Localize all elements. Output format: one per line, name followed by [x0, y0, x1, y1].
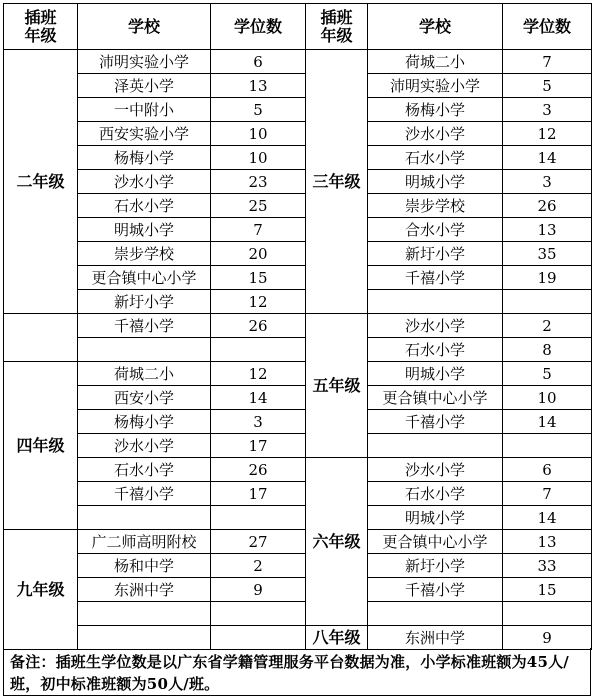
- table-row: [4, 578, 592, 602]
- seats-cell: 13: [503, 218, 592, 242]
- seats-cell: [211, 506, 306, 530]
- school-cell: 石水小学: [368, 146, 503, 170]
- seats-cell: [503, 290, 592, 314]
- school-cell: 泽英小学: [78, 74, 211, 98]
- school-cell: 沛明实验小学: [368, 74, 503, 98]
- table-row: [4, 50, 592, 74]
- table-row: [4, 626, 592, 650]
- header-grade-left: [4, 4, 78, 50]
- seats-cell: 2: [211, 554, 306, 578]
- school-cell: 沛明实验小学: [78, 50, 211, 74]
- seats-cell: 13: [211, 74, 306, 98]
- header-seats-left: 学位数: [211, 4, 306, 50]
- seats-cell: 10: [503, 386, 592, 410]
- seats-cell: 17: [211, 482, 306, 506]
- school-cell: 明城小学: [368, 170, 503, 194]
- school-cell: 沙水小学: [78, 170, 211, 194]
- seats-cell: [211, 626, 306, 650]
- seats-cell: 10: [211, 122, 306, 146]
- header-school-left: 学校: [78, 4, 211, 50]
- seats-cell: 33: [503, 554, 592, 578]
- school-cell: 合水小学: [368, 218, 503, 242]
- header-school-right: 学校: [368, 4, 503, 50]
- seats-cell: 15: [503, 578, 592, 602]
- seats-cell: 23: [211, 170, 306, 194]
- seats-cell: 5: [503, 362, 592, 386]
- table-row: [4, 242, 592, 266]
- seats-cell: 15: [211, 266, 306, 290]
- grade-cell-left-empty: [4, 314, 78, 362]
- table-row: [4, 410, 592, 434]
- seats-cell: 14: [503, 506, 592, 530]
- school-cell: 千禧小学: [368, 578, 503, 602]
- school-cell: 千禧小学: [368, 410, 503, 434]
- header-grade-right-text: 插班 年级: [320, 7, 353, 45]
- table-row: [4, 386, 592, 410]
- school-cell: 更合镇中心小学: [78, 266, 211, 290]
- school-cell: [368, 602, 503, 626]
- seats-cell: 17: [211, 434, 306, 458]
- school-cell: 明城小学: [78, 218, 211, 242]
- seats-cell: 27: [211, 530, 306, 554]
- table-row: [4, 170, 592, 194]
- school-cell: 千禧小学: [368, 266, 503, 290]
- table-row: [4, 122, 592, 146]
- seats-cell: 8: [503, 338, 592, 362]
- seats-cell: 25: [211, 194, 306, 218]
- school-cell: 沙水小学: [368, 458, 503, 482]
- seats-cell: 3: [211, 410, 306, 434]
- school-cell: [78, 338, 211, 362]
- header-grade-left-text: 插班 年级: [24, 7, 57, 45]
- school-cell: 杨和中学: [78, 554, 211, 578]
- school-cell: 广二师高明附校: [78, 530, 211, 554]
- seats-cell: 14: [211, 386, 306, 410]
- table-row: [4, 554, 592, 578]
- school-cell: 石水小学: [78, 194, 211, 218]
- seats-cell: [211, 602, 306, 626]
- seats-cell: 26: [211, 314, 306, 338]
- table-row: [4, 290, 592, 314]
- table-row: [4, 218, 592, 242]
- school-cell: 新圩小学: [368, 242, 503, 266]
- school-cell: 千禧小学: [78, 314, 211, 338]
- school-cell: 杨梅小学: [78, 146, 211, 170]
- school-cell: 更合镇中心小学: [368, 530, 503, 554]
- grade-cell-left: 四年级: [4, 362, 78, 530]
- table-row: [4, 266, 592, 290]
- school-cell: 崇步学校: [368, 194, 503, 218]
- table-row: [4, 98, 592, 122]
- grade-cell-right: 六年级: [306, 458, 368, 626]
- school-cell: 杨梅小学: [78, 410, 211, 434]
- school-cell: 新圩小学: [78, 290, 211, 314]
- header-row: [4, 4, 592, 50]
- seats-cell: 12: [211, 290, 306, 314]
- header-seats-right: 学位数: [503, 4, 592, 50]
- school-cell: 新圩小学: [368, 554, 503, 578]
- seats-cell: 3: [503, 98, 592, 122]
- seats-cell: 26: [211, 458, 306, 482]
- table-row: [4, 146, 592, 170]
- table-row: [4, 530, 592, 554]
- footnote: 备注：插班生学位数是以广东省学籍管理服务平台数据为准，小学标准班额为45人/班，初中标准班额为50人/班。: [3, 648, 591, 696]
- school-cell: 更合镇中心小学: [368, 386, 503, 410]
- seats-cell: 10: [211, 146, 306, 170]
- seats-cell: 7: [503, 50, 592, 74]
- seats-cell: 12: [211, 362, 306, 386]
- seats-cell: 6: [503, 458, 592, 482]
- school-cell: 荷城二小: [78, 362, 211, 386]
- table-row: [4, 434, 592, 458]
- grade-cell-right: 五年级: [306, 314, 368, 458]
- seats-cell: [503, 434, 592, 458]
- grade-cell-left: 二年级: [4, 50, 78, 314]
- seats-cell: 7: [211, 218, 306, 242]
- seats-cell: 9: [211, 578, 306, 602]
- grade-cell-left: 九年级: [4, 530, 78, 650]
- table-row: [4, 506, 592, 530]
- school-cell: 沙水小学: [368, 314, 503, 338]
- school-cell: 崇步学校: [78, 242, 211, 266]
- school-cell: 石水小学: [368, 338, 503, 362]
- school-cell: [78, 506, 211, 530]
- table-row: [4, 338, 592, 362]
- school-cell: 西安实验小学: [78, 122, 211, 146]
- school-cell: 杨梅小学: [368, 98, 503, 122]
- table-row: [4, 362, 592, 386]
- table-row: [4, 602, 592, 626]
- seat-table: [3, 3, 592, 650]
- seats-cell: 6: [211, 50, 306, 74]
- seats-cell: 20: [211, 242, 306, 266]
- school-cell: 沙水小学: [368, 122, 503, 146]
- table-row: [4, 482, 592, 506]
- school-cell: [368, 290, 503, 314]
- table-row: [4, 74, 592, 98]
- school-cell: 东洲中学: [368, 626, 503, 650]
- school-cell: 东洲中学: [78, 578, 211, 602]
- school-cell: 明城小学: [368, 506, 503, 530]
- school-cell: 石水小学: [368, 482, 503, 506]
- seats-cell: 2: [503, 314, 592, 338]
- table-row: [4, 458, 592, 482]
- table-row: [4, 314, 592, 338]
- seats-cell: [211, 338, 306, 362]
- seats-cell: 19: [503, 266, 592, 290]
- seats-cell: 3: [503, 170, 592, 194]
- school-cell: [78, 626, 211, 650]
- school-cell: 千禧小学: [78, 482, 211, 506]
- school-cell: [78, 602, 211, 626]
- seats-cell: 7: [503, 482, 592, 506]
- seats-cell: 9: [503, 626, 592, 650]
- school-cell: [368, 434, 503, 458]
- school-cell: 石水小学: [78, 458, 211, 482]
- seats-cell: 14: [503, 146, 592, 170]
- school-cell: 西安小学: [78, 386, 211, 410]
- seats-cell: 13: [503, 530, 592, 554]
- seats-cell: 5: [211, 98, 306, 122]
- seats-cell: 35: [503, 242, 592, 266]
- table-row: [4, 194, 592, 218]
- school-cell: 荷城二小: [368, 50, 503, 74]
- header-grade-right: [306, 4, 368, 50]
- school-cell: 一中附小: [78, 98, 211, 122]
- grade-cell-right: 三年级: [306, 50, 368, 314]
- seats-cell: 26: [503, 194, 592, 218]
- seats-cell: 12: [503, 122, 592, 146]
- seats-cell: 5: [503, 74, 592, 98]
- school-cell: 沙水小学: [78, 434, 211, 458]
- grade-cell-right: 八年级: [306, 626, 368, 650]
- seats-cell: [503, 602, 592, 626]
- seats-cell: 14: [503, 410, 592, 434]
- school-cell: 明城小学: [368, 362, 503, 386]
